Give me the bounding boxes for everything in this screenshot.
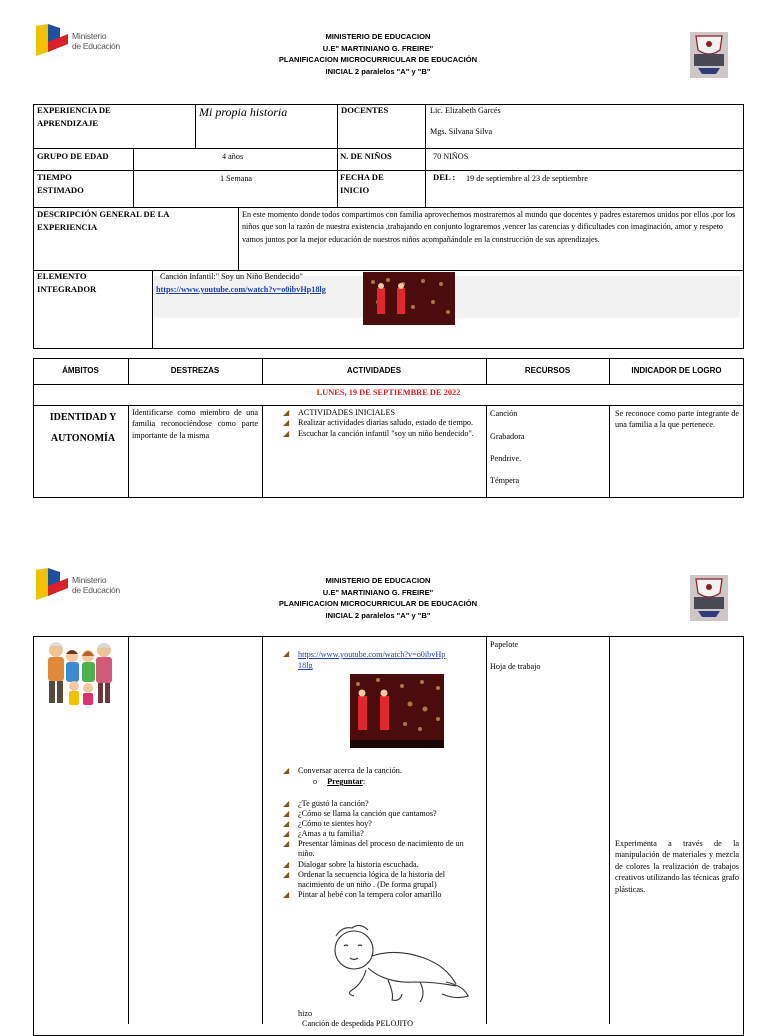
ministerio-logo [34, 22, 134, 62]
page2-video-link[interactable]: https://www.youtube.com/watch?v=o0ibvHp18lg [298, 650, 446, 671]
list-item: ◢ ¿Te gustó la canción? [283, 799, 369, 808]
school-seal-icon [690, 32, 728, 78]
crawling-baby-drawing-icon [296, 924, 476, 1006]
divider [238, 207, 239, 271]
list-item: ◢ ¿Amas a tu familia? [283, 829, 364, 839]
arrow-bullet-icon: ◢ [283, 418, 290, 428]
video-frame-icon [363, 272, 455, 325]
header-line-1: MINISTERIO DE EDUCACION [325, 576, 431, 585]
tiempo-label: TIEMPO ESTIMADO [37, 172, 84, 195]
cancion-despedida: Canción de despedida PELOJITO [302, 1019, 414, 1028]
grupo-value: 4 años [222, 152, 244, 161]
list-item: ◢ ¿Cómo se llama la canción que cantamos? [283, 809, 437, 819]
divider [486, 636, 487, 1024]
activity-list [282, 408, 482, 439]
divider [133, 148, 134, 171]
list-item: ◢ Escuchar la canción infantil "soy un niño bendecido". [283, 428, 474, 438]
arrow-bullet-icon: ◢ [283, 889, 290, 899]
destreza-value: Identificarse como miembro de una familia reconociéndose como parte importante de la misma [132, 408, 258, 440]
header-line-2: U.E" MARTINIANO G. FREIRE" [322, 587, 434, 597]
ambito-value: IDENTIDAD Y AUTONOMÍA [49, 412, 117, 444]
arrow-bullet-icon: ◢ [283, 428, 290, 438]
arrow-bullet-icon: ◢ [283, 839, 290, 849]
tiempo-value: 1 Semana [220, 174, 253, 183]
document-header [200, 31, 556, 77]
ninos-label: N. DE NIÑOS [340, 151, 392, 161]
header-destrezas: DESTREZAS [170, 366, 220, 375]
del-label: DEL : [433, 172, 456, 182]
recurso-3: Pendrive. [490, 454, 522, 463]
grupo-label: GRUPO DE EDAD [37, 151, 109, 161]
arrow-bullet-icon: ◢ [283, 829, 290, 839]
divider [425, 104, 426, 149]
page2-activity-list [282, 766, 482, 776]
header-line-4: INICIAL 2 paralelos "A" y "B" [325, 610, 431, 620]
divider [195, 104, 196, 149]
arrow-bullet-icon: ◢ [283, 649, 290, 658]
logo-text-ministerio: Ministerio [72, 31, 107, 41]
questions-list [282, 799, 482, 900]
divider [337, 148, 338, 171]
divider [128, 636, 129, 1024]
recurso-1: Canción [490, 409, 518, 418]
header-line-1: MINISTERIO DE EDUCACION [325, 32, 431, 41]
ecuador-flag-logo-icon [34, 566, 70, 602]
ninos-value: 70 NIÑOS [433, 152, 469, 161]
logo-text-ministerio: Ministerio [72, 575, 107, 585]
list-item: ◢ Pintar al bebé con la tempera color amarillo [283, 889, 442, 899]
divider [425, 170, 426, 208]
experiencia-label: EXPERIENCIA DE APRENDIZAJE [37, 105, 111, 128]
header-line-3: PLANIFICACION MICROCURRICULAR DE EDUCACIÓN [278, 599, 478, 609]
header-actividades: ACTIVIDADES [346, 366, 402, 375]
list-item: ◢ Presentar láminas del proceso de nacimiento de un niño. [283, 839, 464, 859]
preguntar-item: o Preguntar: [313, 777, 366, 786]
list-item: ◢ ACTIVIDADES INICIALES [283, 408, 396, 417]
fecha-label: FECHA DE INICIO [340, 172, 384, 195]
elemento-value: Canción Infantil:" Soy un Niño Bendecido" [160, 272, 303, 281]
divider [262, 636, 263, 1024]
arrow-bullet-icon: ◢ [283, 869, 290, 879]
fecha-value: 19 de septiembre al 23 de septiembre [466, 174, 588, 183]
docente-2: Mgs. Silvana Silva [430, 127, 493, 136]
divider [609, 636, 610, 1024]
arrow-bullet-icon: ◢ [283, 766, 290, 775]
arrow-bullet-icon: ◢ [283, 859, 290, 869]
page2-recurso-2: Hoja de trabajo [490, 662, 541, 671]
divider [337, 170, 338, 208]
descripcion-value: En este momento donde todos compartimos con familia aprovechemos mostraremos al mundo que docentes y padres estaremos unidos por ellos ,por los niños que son la razón de nuestra existencia ,trabajando en conjunto lograremos ,vencer las carencias y dificultades con imaginación, amor y respeto vamos juntos por la mejor educación de nuestros niños acompañándole en la construcción de sus aprendizajes. [242, 210, 736, 244]
header-line-2: U.E" MARTINIANO G. FREIRE" [322, 43, 434, 53]
recurso-4: Témpera [490, 476, 520, 485]
document-header-page2 [200, 575, 556, 621]
circle-bullet-icon: o [313, 777, 318, 786]
experiencia-value: Mi propia historia [199, 105, 288, 119]
hizo-text: hizo [298, 1009, 313, 1018]
divider [425, 148, 426, 171]
docente-1: Lic. Elizabeth Garcés [430, 106, 501, 115]
list-item: ◢ Ordenar la secuencia lógica de la historia del nacimiento de un niño . (De forma grupal) [283, 869, 446, 889]
arrow-bullet-icon: ◢ [283, 408, 290, 417]
video-thumbnail[interactable] [363, 272, 455, 325]
divider [337, 104, 338, 149]
header-ambitos: ÁMBITOS [62, 366, 99, 375]
arrow-bullet-icon: ◢ [283, 799, 290, 808]
indicador-value: Se reconoce como parte integrante de una familia a la que pertenece. [615, 409, 739, 430]
logo-text-educacion: de Educación [72, 41, 120, 51]
header-recursos: RECURSOS [524, 366, 571, 375]
recurso-2: Grabadora [490, 432, 525, 441]
video-frame-icon [350, 674, 444, 748]
ecuador-flag-logo-icon [34, 22, 70, 58]
list-item: ◢ Dialogar sobre la historia escuchada. [283, 859, 419, 869]
elemento-link[interactable]: https://www.youtube.com/watch?v=o0ibvHp18lg [156, 285, 326, 294]
header-line-3: PLANIFICACION MICROCURRICULAR DE EDUCACIÓN [278, 55, 478, 65]
logo-text-educacion: de Educación [72, 585, 120, 595]
divider [133, 170, 134, 208]
header-line-4: INICIAL 2 paralelos "A" y "B" [325, 66, 431, 76]
page2-recurso-1: Papelote [490, 640, 519, 649]
arrow-bullet-icon: ◢ [283, 819, 290, 829]
ministerio-logo-page2 [34, 566, 134, 606]
arrow-bullet-icon: ◢ [283, 809, 290, 819]
video-thumbnail-page2[interactable] [350, 674, 444, 748]
page2-indicador: Experimenta a través de la manipulación de materiales y mezcla de colores la realización de trabajos creativos utilizando las técnicas grafo plásticas. [615, 839, 739, 894]
descripcion-label: DESCRIPCIÓN GENERAL DE LA EXPERIENCIA [37, 209, 170, 232]
school-seal-icon [690, 575, 728, 621]
header-indicador: INDICADOR DE LOGRO [631, 366, 722, 375]
day-label: LUNES, 19 DE SEPTIEMBRE DE 2022 [316, 388, 461, 397]
list-item: ◢ Realizar actividades diarias saludo, estado de tiempo. [283, 418, 474, 428]
family-illustration-icon [40, 636, 122, 712]
elemento-label: ELEMENTO INTEGRADOR [37, 271, 97, 294]
divider [152, 270, 153, 349]
list-item: ◢ ¿Cómo te sientes hoy? [283, 819, 372, 829]
docentes-label: DOCENTES [341, 105, 389, 115]
preguntar-label: Preguntar [327, 777, 363, 786]
list-item: ◢ Conversar acerca de la canción. [283, 766, 402, 775]
